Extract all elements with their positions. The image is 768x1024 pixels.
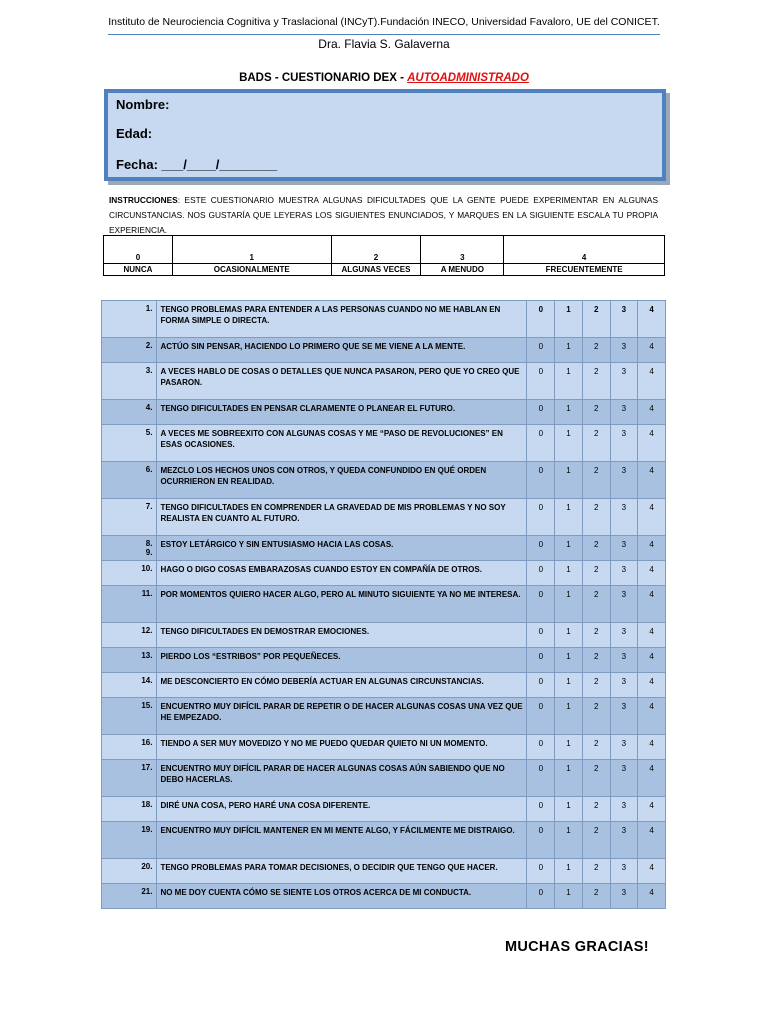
question-number: 21. [102, 884, 157, 909]
answer-option-0[interactable]: 0 [527, 698, 555, 735]
question-text: TENGO PROBLEMAS PARA ENTENDER A LAS PERSONAS CUANDO NO ME HABLAN EN FORMA SIMPLE O DIRECTA. [157, 301, 527, 338]
instructions-label: INSTRUCCIONES [109, 195, 178, 205]
question-number: 19. [102, 822, 157, 859]
age-field[interactable]: Edad: [116, 126, 153, 141]
answer-option-1[interactable]: 1 [555, 338, 583, 363]
answer-option-3[interactable]: 3 [610, 735, 638, 760]
question-number: 8. 9. [102, 536, 157, 561]
question-number: 11. [102, 586, 157, 623]
scale-label: OCASIONALMENTE [172, 264, 331, 276]
question-text: ENCUENTRO MUY DIFÍCIL PARAR DE HACER ALGUNAS COSAS AÚN SABIENDO QUE NO DEBO HACERLAS. [157, 760, 527, 797]
title-highlight: AUTOADMINISTRADO [407, 72, 529, 84]
answer-option-2[interactable]: 2 [582, 561, 610, 586]
answer-option-3[interactable]: 3 [610, 673, 638, 698]
scale-value: 3 [421, 236, 504, 264]
answer-option-1[interactable]: 1 [555, 363, 583, 400]
question-text: TENGO DIFICULTADES EN COMPRENDER LA GRAVEDAD DE MIS PROBLEMAS Y NO SOY REALISTA EN CUANTO AL FUTURO. [157, 499, 527, 536]
answer-option-3[interactable]: 3 [610, 301, 638, 338]
instructions-text: : ESTE CUESTIONARIO MUESTRA ALGUNAS DIFICULTADES QUE LA GENTE PUEDE EXPERIMENTAR EN ALGUNAS CIRCUNSTANCIAS. NOS GUSTARÍA QUE LEYERAS LOS SIGUIENTES ENUNCIADOS, Y MARQUES EN LA SIGUIENTE ESCALA TU PROPIA EXPERIENCIA. [109, 195, 658, 235]
answer-option-1[interactable]: 1 [555, 822, 583, 859]
answer-option-2[interactable]: 2 [582, 760, 610, 797]
answer-option-3[interactable]: 3 [610, 536, 638, 561]
question-text: MEZCLO LOS HECHOS UNOS CON OTROS, Y QUEDA CONFUNDIDO EN QUÉ ORDEN OCURRIERON EN REALIDAD. [157, 462, 527, 499]
answer-option-2[interactable]: 2 [582, 623, 610, 648]
answer-option-0[interactable]: 0 [527, 400, 555, 425]
answer-option-2[interactable]: 2 [582, 797, 610, 822]
question-number: 20. [102, 859, 157, 884]
question-row [102, 499, 666, 536]
answer-option-4[interactable]: 4 [638, 673, 666, 698]
title-main: BADS - CUESTIONARIO DEX - [239, 72, 408, 84]
question-row [102, 735, 666, 760]
question-text: POR MOMENTOS QUIERO HACER ALGO, PERO AL MINUTO SIGUIENTE YA NO ME INTERESA. [157, 586, 527, 623]
instructions [109, 193, 658, 238]
answer-option-1[interactable]: 1 [555, 797, 583, 822]
question-number: 16. [102, 735, 157, 760]
question-text: TIENDO A SER MUY MOVEDIZO Y NO ME PUEDO QUEDAR QUIETO NI UN MOMENTO. [157, 735, 527, 760]
answer-option-0[interactable]: 0 [527, 536, 555, 561]
answer-option-1[interactable]: 1 [555, 536, 583, 561]
answer-option-2[interactable]: 2 [582, 301, 610, 338]
answer-option-3[interactable]: 3 [610, 561, 638, 586]
question-row [102, 623, 666, 648]
question-row [102, 648, 666, 673]
answer-option-0[interactable]: 0 [527, 822, 555, 859]
answer-option-3[interactable]: 3 [610, 338, 638, 363]
answer-option-2[interactable]: 2 [582, 462, 610, 499]
answer-option-1[interactable]: 1 [555, 859, 583, 884]
answer-option-3[interactable]: 3 [610, 586, 638, 623]
answer-option-2[interactable]: 2 [582, 425, 610, 462]
answer-option-2[interactable]: 2 [582, 698, 610, 735]
answer-option-4[interactable]: 4 [638, 561, 666, 586]
answer-option-2[interactable]: 2 [582, 499, 610, 536]
question-number: 15. [102, 698, 157, 735]
answer-option-4[interactable]: 4 [638, 884, 666, 909]
question-row [102, 400, 666, 425]
answer-option-2[interactable]: 2 [582, 673, 610, 698]
name-field[interactable]: Nombre: [116, 97, 170, 112]
answer-option-4[interactable]: 4 [638, 462, 666, 499]
answer-option-1[interactable]: 1 [555, 561, 583, 586]
scale-label: ALGUNAS VECES [331, 264, 421, 276]
answer-option-1[interactable]: 1 [555, 735, 583, 760]
question-row [102, 698, 666, 735]
question-number: 10. [102, 561, 157, 586]
question-number: 12. [102, 623, 157, 648]
questionnaire-table [101, 300, 666, 909]
answer-option-1[interactable]: 1 [555, 499, 583, 536]
answer-option-3[interactable]: 3 [610, 797, 638, 822]
scale-label: FRECUENTEMENTE [504, 264, 665, 276]
answer-option-1[interactable]: 1 [555, 673, 583, 698]
answer-option-1[interactable]: 1 [555, 586, 583, 623]
question-text: TENGO DIFICULTADES EN DEMOSTRAR EMOCIONES. [157, 623, 527, 648]
question-number: 13. [102, 648, 157, 673]
document-title [0, 72, 768, 84]
answer-option-3[interactable]: 3 [610, 462, 638, 499]
question-row [102, 363, 666, 400]
answer-option-0[interactable]: 0 [527, 499, 555, 536]
question-row [102, 536, 666, 561]
question-text: ACTÚO SIN PENSAR, HACIENDO LO PRIMERO QUE SE ME VIENE A LA MENTE. [157, 338, 527, 363]
question-row [102, 338, 666, 363]
answer-option-0[interactable]: 0 [527, 561, 555, 586]
question-number: 2. [102, 338, 157, 363]
scale-value: 4 [504, 236, 665, 264]
question-row [102, 797, 666, 822]
answer-option-1[interactable]: 1 [555, 648, 583, 673]
rating-scale-table [103, 235, 665, 276]
answer-option-0[interactable]: 0 [527, 648, 555, 673]
question-text: TENGO PROBLEMAS PARA TOMAR DECISIONES, O DECIDIR QUE TENGO QUE HACER. [157, 859, 527, 884]
answer-option-0[interactable]: 0 [527, 884, 555, 909]
question-number: 14. [102, 673, 157, 698]
question-text: PIERDO LOS “ESTRIBOS” POR PEQUEÑECES. [157, 648, 527, 673]
answer-option-4[interactable]: 4 [638, 797, 666, 822]
answer-option-2[interactable]: 2 [582, 586, 610, 623]
answer-option-1[interactable]: 1 [555, 623, 583, 648]
question-text: TENGO DIFICULTADES EN PENSAR CLARAMENTE O PLANEAR EL FUTURO. [157, 400, 527, 425]
question-row [102, 884, 666, 909]
answer-option-4[interactable]: 4 [638, 760, 666, 797]
answer-option-3[interactable]: 3 [610, 884, 638, 909]
question-text: ENCUENTRO MUY DIFÍCIL PARAR DE REPETIR O DE HACER ALGUNAS COSAS UNA VEZ QUE HE EMPEZADO. [157, 698, 527, 735]
answer-option-2[interactable]: 2 [582, 338, 610, 363]
question-number: 1. [102, 301, 157, 338]
answer-option-1[interactable]: 1 [555, 425, 583, 462]
answer-option-0[interactable]: 0 [527, 797, 555, 822]
answer-option-3[interactable]: 3 [610, 363, 638, 400]
question-number: 4. [102, 400, 157, 425]
answer-option-4[interactable]: 4 [638, 425, 666, 462]
question-number: 6. [102, 462, 157, 499]
answer-option-4[interactable]: 4 [638, 648, 666, 673]
answer-option-3[interactable]: 3 [610, 499, 638, 536]
answer-option-3[interactable]: 3 [610, 760, 638, 797]
answer-option-4[interactable]: 4 [638, 586, 666, 623]
question-text: ESTOY LETÁRGICO Y SIN ENTUSIASMO HACIA LAS COSAS. [157, 536, 527, 561]
scale-label: A MENUDO [421, 264, 504, 276]
answer-option-0[interactable]: 0 [527, 760, 555, 797]
answer-option-4[interactable]: 4 [638, 338, 666, 363]
answer-option-4[interactable]: 4 [638, 499, 666, 536]
question-row [102, 425, 666, 462]
question-number: 17. [102, 760, 157, 797]
question-number: 7. [102, 499, 157, 536]
answer-option-1[interactable]: 1 [555, 462, 583, 499]
question-row [102, 301, 666, 338]
answer-option-3[interactable]: 3 [610, 822, 638, 859]
answer-option-2[interactable]: 2 [582, 400, 610, 425]
answer-option-4[interactable]: 4 [638, 301, 666, 338]
answer-option-3[interactable]: 3 [610, 859, 638, 884]
answer-option-2[interactable]: 2 [582, 735, 610, 760]
answer-option-1[interactable]: 1 [555, 698, 583, 735]
answer-option-2[interactable]: 2 [582, 884, 610, 909]
question-text: NO ME DOY CUENTA CÓMO SE SIENTE LOS OTROS ACERCA DE MI CONDUCTA. [157, 884, 527, 909]
answer-option-0[interactable]: 0 [527, 623, 555, 648]
answer-option-0[interactable]: 0 [527, 586, 555, 623]
answer-option-4[interactable]: 4 [638, 363, 666, 400]
question-text: A VECES ME SOBREEXITO CON ALGUNAS COSAS Y ME “PASO DE REVOLUCIONES” EN ESAS OCASIONES. [157, 425, 527, 462]
answer-option-1[interactable]: 1 [555, 400, 583, 425]
answer-option-4[interactable]: 4 [638, 698, 666, 735]
answer-option-2[interactable]: 2 [582, 536, 610, 561]
answer-option-3[interactable]: 3 [610, 623, 638, 648]
scale-value: 1 [172, 236, 331, 264]
question-number: 3. [102, 363, 157, 400]
answer-option-4[interactable]: 4 [638, 735, 666, 760]
answer-option-0[interactable]: 0 [527, 301, 555, 338]
question-text: ENCUENTRO MUY DIFÍCIL MANTENER EN MI MENTE ALGO, Y FÁCILMENTE ME DISTRAIGO. [157, 822, 527, 859]
answer-option-2[interactable]: 2 [582, 363, 610, 400]
date-field[interactable]: Fecha: ___/____/________ [116, 157, 278, 172]
answer-option-3[interactable]: 3 [610, 400, 638, 425]
answer-option-3[interactable]: 3 [610, 648, 638, 673]
question-text: DIRÉ UNA COSA, PERO HARÉ UNA COSA DIFERENTE. [157, 797, 527, 822]
answer-option-2[interactable]: 2 [582, 859, 610, 884]
answer-option-0[interactable]: 0 [527, 462, 555, 499]
answer-option-3[interactable]: 3 [610, 425, 638, 462]
header-divider [108, 34, 660, 35]
question-text: HAGO O DIGO COSAS EMBARAZOSAS CUANDO ESTOY EN COMPAÑÍA DE OTROS. [157, 561, 527, 586]
question-row [102, 586, 666, 623]
question-text: A VECES HABLO DE COSAS O DETALLES QUE NUNCA PASARON, PERO QUE YO CREO QUE PASARON. [157, 363, 527, 400]
question-text: ME DESCONCIERTO EN CÓMO DEBERÍA ACTUAR EN ALGUNAS CIRCUNSTANCIAS. [157, 673, 527, 698]
answer-option-0[interactable]: 0 [527, 425, 555, 462]
answer-option-2[interactable]: 2 [582, 648, 610, 673]
answer-option-0[interactable]: 0 [527, 673, 555, 698]
scale-value: 0 [104, 236, 173, 264]
answer-option-0[interactable]: 0 [527, 338, 555, 363]
answer-option-0[interactable]: 0 [527, 735, 555, 760]
scale-value: 2 [331, 236, 421, 264]
question-row [102, 462, 666, 499]
institution-header: Instituto de Neurociencia Cognitiva y Traslacional (INCyT).Fundación INECO, Universidad Favaloro, UE del CONICET. [108, 16, 660, 28]
question-number: 5. [102, 425, 157, 462]
answer-option-4[interactable]: 4 [638, 623, 666, 648]
answer-option-2[interactable]: 2 [582, 822, 610, 859]
answer-option-1[interactable]: 1 [555, 884, 583, 909]
answer-option-0[interactable]: 0 [527, 363, 555, 400]
answer-option-4[interactable]: 4 [638, 400, 666, 425]
thanks-message: MUCHAS GRACIAS! [505, 939, 649, 955]
answer-option-3[interactable]: 3 [610, 698, 638, 735]
scale-label: NUNCA [104, 264, 173, 276]
answer-option-4[interactable]: 4 [638, 536, 666, 561]
question-row [102, 859, 666, 884]
answer-option-1[interactable]: 1 [555, 301, 583, 338]
answer-option-0[interactable]: 0 [527, 859, 555, 884]
answer-option-1[interactable]: 1 [555, 760, 583, 797]
question-row [102, 561, 666, 586]
answer-option-4[interactable]: 4 [638, 859, 666, 884]
answer-option-4[interactable]: 4 [638, 822, 666, 859]
question-number: 18. [102, 797, 157, 822]
personal-info-box [104, 89, 666, 181]
question-row [102, 760, 666, 797]
question-row [102, 822, 666, 859]
question-row [102, 673, 666, 698]
author-name: Dra. Flavia S. Galaverna [318, 37, 450, 51]
